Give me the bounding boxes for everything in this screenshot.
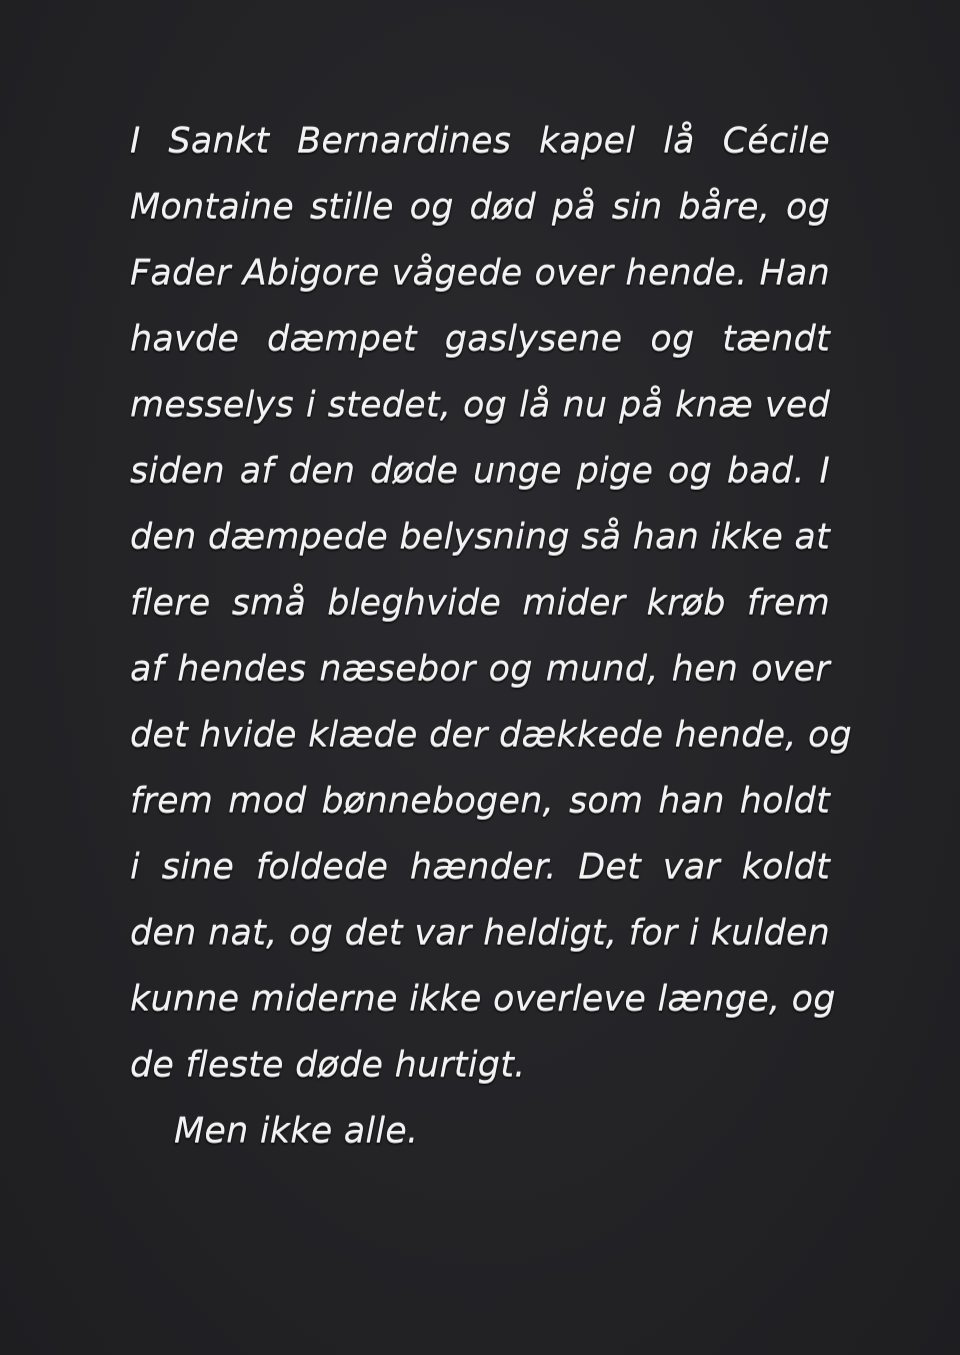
text-line: flere små bleghvide mider krøb frem — [130, 583, 830, 623]
text-line: kunne miderne ikke overleve længe, og — [130, 979, 836, 1019]
text-line: den dæmpede belysning så han ikke at — [130, 517, 830, 557]
text-line: Fader Abigore vågede over hende. Han — [130, 253, 830, 293]
text-line-last: de fleste døde hurtigt. — [130, 1045, 526, 1085]
text-line: messelys i stedet, og lå nu på knæ ved — [130, 385, 830, 425]
text-line: I Sankt Bernardines kapel lå Cécile — [130, 121, 830, 161]
body-text — [130, 108, 852, 1164]
text-line: frem mod bønnebogen, som han holdt — [130, 781, 830, 821]
text-line: af hendes næsebor og mund, hen over — [130, 649, 830, 689]
text-line: havde dæmpet gaslysene og tændt — [130, 319, 830, 359]
text-line: det hvide klæde der dækkede hende, og — [130, 715, 852, 755]
text-line: Montaine stille og død på sin båre, og — [130, 187, 830, 227]
text-line: i sine foldede hænder. Det var koldt — [130, 847, 830, 887]
closing-line: Men ikke alle. — [174, 1111, 419, 1151]
text-line: den nat, og det var heldigt, for i kulden — [130, 913, 830, 953]
text-line: siden af den døde unge pige og bad. I — [130, 451, 830, 491]
